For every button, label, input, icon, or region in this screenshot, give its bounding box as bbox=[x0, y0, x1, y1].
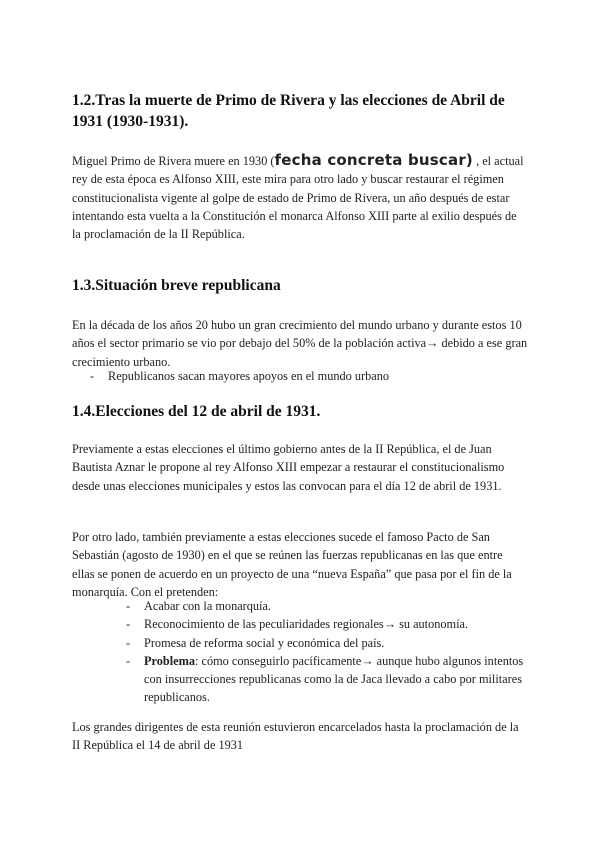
dash-marker: - bbox=[126, 653, 131, 668]
section-1-2-title-line1: 1.2.Tras la muerte de Primo de Rivera y las elecciones de Abril de bbox=[72, 92, 505, 109]
section-1-4-paragraph-3: Los grandes dirigentes de esta reunión estuvieron encarcelados hasta la proclamación de la II República el 14 de abril de 1931 bbox=[72, 720, 519, 753]
dash-marker: - bbox=[126, 635, 131, 650]
section-1-2-title-line2: 1931 (1930-1931). bbox=[72, 113, 189, 130]
problem-label: Problema bbox=[144, 653, 196, 668]
section-1-2-title bbox=[72, 90, 505, 132]
section-1-3-title: 1.3.Situación breve republicana bbox=[72, 277, 281, 294]
list-item-text: Reconocimiento de las peculiaridades regionales→ su autonomía. bbox=[144, 617, 469, 632]
section-1-3-paragraph: En la década de los años 20 hubo un gran crecimiento del mundo urbano y durante estos 10 años el sector primario se vio por debajo del 50% de la población activa→ debido a ese gran crecimiento urbano. bbox=[72, 318, 528, 369]
list-item bbox=[126, 634, 526, 652]
dash-marker: - bbox=[90, 369, 95, 383]
section-1-2-paragraph bbox=[72, 151, 528, 243]
highlight-note: fecha concreta buscar) bbox=[274, 151, 473, 169]
dash-marker: - bbox=[126, 617, 131, 632]
paragraph-text-start: Miguel Primo de Rivera muere en 1930 ( bbox=[72, 154, 275, 168]
list-item bbox=[126, 652, 526, 707]
list-item bbox=[126, 615, 526, 633]
list-item-text: Republicanos sacan mayores apoyos en el mundo urbano bbox=[108, 369, 390, 383]
list-item-text: Promesa de reforma social y económica del país. bbox=[144, 635, 385, 650]
problem-text: : cómo conseguirlo pacíficamente→ aunque hubo algunos intentos con insurrecciones republicanas como la de Jaca llevado a cabo por militares republicanos. bbox=[144, 653, 524, 705]
section-1-4-bullet-list bbox=[126, 597, 526, 707]
list-item bbox=[90, 367, 510, 385]
section-1-3-bullet-list bbox=[90, 367, 510, 385]
paragraph-text-end: , el actual rey de esta época es Alfonso XIII, este mira para otro lado y buscar restaurar el régimen constitucionalista vigente al golpe de estado de Primo de Rivera, un año después de estar intentando esta vuelta a la Constitución el monarca Alfonso XIII parte al exilio después de la proclamación de la II República. bbox=[72, 154, 524, 242]
dash-marker: - bbox=[126, 599, 131, 613]
list-item-text: Acabar con la monarquía. bbox=[144, 599, 272, 613]
problem-item-text bbox=[144, 652, 526, 707]
section-1-4-paragraph-2: Por otro lado, también previamente a estas elecciones sucede el famoso Pacto de San Sebastián (agosto de 1930) en el que se reúnen las fuerzas republicanas en las que entre ellas se ponen de acuerdo en un proyecto de una “nueva España” que pasa por el fin de la monarquía. Con el pretenden: bbox=[72, 530, 512, 599]
section-1-4-paragraph-1: Previamente a estas elecciones el último gobierno antes de la II República, el de Juan Bautista Aznar le propone al rey Alfonso XIII empezar a restaurar el constitucionalismo desde unas elecciones municipales y estos las convocan para el día 12 de abril de 1931. bbox=[72, 442, 505, 493]
section-1-4-title: 1.4.Elecciones del 12 de abril de 1931. bbox=[72, 403, 321, 420]
list-item bbox=[126, 597, 526, 615]
